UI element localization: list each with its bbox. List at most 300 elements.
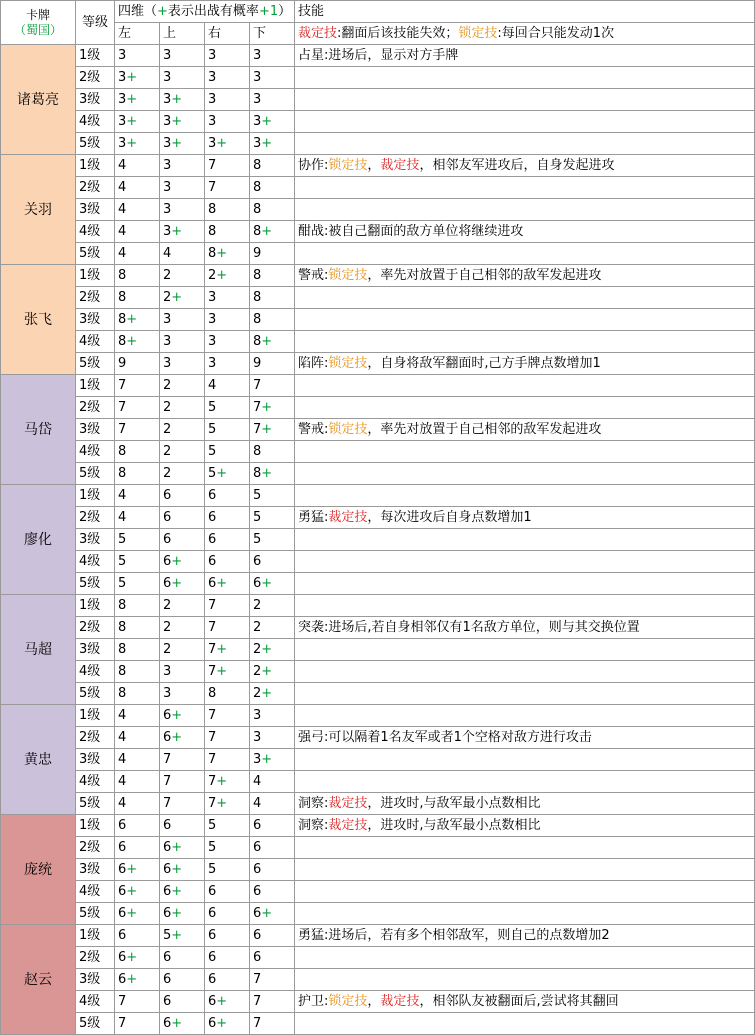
level-cell: 5级 (76, 683, 115, 705)
card-level-row (1, 573, 755, 595)
stat-up: 6 (160, 507, 205, 529)
card-level-row (1, 155, 755, 177)
stat-down: 7+ (250, 419, 295, 441)
stat-right: 5 (205, 419, 250, 441)
card-level-row (1, 925, 755, 947)
stat-down: 8 (250, 265, 295, 287)
stat-right: 8+ (205, 243, 250, 265)
skill-cell (295, 639, 755, 661)
card-level-row (1, 243, 755, 265)
skill-text: ，相邻队友被翻面后,尝试将其翻回 (419, 993, 619, 1009)
header-dir-down: 下 (250, 23, 295, 45)
stat-down: 2+ (250, 683, 295, 705)
card-level-row (1, 815, 755, 837)
skill-cell (295, 331, 755, 353)
probability-plus-mark: + (216, 135, 228, 151)
stat-down: 7 (250, 969, 295, 991)
stat-left: 4 (115, 199, 160, 221)
skill-text: 警戒: (298, 267, 329, 283)
stat-up: 6+ (160, 551, 205, 573)
stat-down: 4 (250, 793, 295, 815)
stat-down: 5 (250, 485, 295, 507)
card-level-row (1, 529, 755, 551)
stat-up: 3+ (160, 221, 205, 243)
skill-cell (295, 155, 755, 177)
level-cell: 2级 (76, 67, 115, 89)
probability-plus-mark: + (261, 465, 273, 481)
header-card-label: 卡牌 (25, 7, 50, 22)
level-cell: 2级 (76, 837, 115, 859)
stat-left: 6 (115, 837, 160, 859)
probability-plus-mark: + (216, 795, 228, 811)
probability-plus-mark: + (216, 993, 228, 1009)
card-level-row (1, 265, 755, 287)
stat-up: 3 (160, 353, 205, 375)
stat-right: 3 (205, 67, 250, 89)
card-level-row (1, 1013, 755, 1035)
level-cell: 4级 (76, 111, 115, 133)
skill-text: 酣战:被自己翻面的敌方单位将继续进攻 (298, 223, 524, 239)
skill-cell (295, 903, 755, 925)
level-cell: 4级 (76, 221, 115, 243)
level-cell: 5级 (76, 133, 115, 155)
stat-right: 7+ (205, 661, 250, 683)
level-cell: 5级 (76, 353, 115, 375)
stat-down: 2+ (250, 639, 295, 661)
level-cell: 1级 (76, 595, 115, 617)
skill-cell (295, 947, 755, 969)
card-level-row (1, 969, 755, 991)
probability-plus-mark: + (171, 289, 183, 305)
skill-cell (295, 529, 755, 551)
probability-plus-mark: + (126, 91, 138, 107)
skill-text: ，率先对放置于自己相邻的敌军发起进攻 (367, 421, 602, 437)
stat-left: 7 (115, 375, 160, 397)
card-name: 关羽 (1, 155, 76, 265)
stat-up: 3 (160, 155, 205, 177)
stat-down: 4 (250, 771, 295, 793)
stat-down: 8 (250, 441, 295, 463)
level-cell: 1级 (76, 705, 115, 727)
stat-right: 3 (205, 89, 250, 111)
stat-left: 7 (115, 991, 160, 1013)
probability-plus-mark: + (126, 861, 138, 877)
skill-text: 强弓:可以隔着1名友军或者1个空格对敌方进行攻击 (298, 729, 592, 745)
skill-text: ，进攻时,与敌军最小点数相比 (367, 817, 541, 833)
header-skill-note (295, 23, 755, 45)
stat-up: 2 (160, 463, 205, 485)
stat-down: 3 (250, 45, 295, 67)
stat-down: 6 (250, 837, 295, 859)
probability-plus-mark: + (261, 905, 273, 921)
skill-cell (295, 595, 755, 617)
probability-plus-mark: + (171, 1015, 183, 1031)
card-name: 张飞 (1, 265, 76, 375)
probability-plus-mark: + (216, 575, 228, 591)
card-level-row (1, 991, 755, 1013)
ruling-skill-tag: 裁定技 (328, 509, 368, 525)
header-stats-title: 四维（+表示出战有概率+1） (115, 1, 295, 23)
stat-up: 2+ (160, 287, 205, 309)
card-level-row (1, 221, 755, 243)
probability-plus-mark: + (261, 421, 273, 437)
stat-up: 6+ (160, 727, 205, 749)
stat-right: 6 (205, 881, 250, 903)
stat-up: 6+ (160, 881, 205, 903)
probability-plus-mark: + (216, 663, 228, 679)
skill-text: ，自身将敌军翻面时,己方手牌点数增加1 (367, 355, 601, 371)
stat-left: 4 (115, 177, 160, 199)
probability-plus-mark: + (171, 113, 183, 129)
level-cell: 2级 (76, 397, 115, 419)
stat-left: 8 (115, 287, 160, 309)
probability-plus-mark: + (261, 685, 273, 701)
level-cell: 5级 (76, 903, 115, 925)
stat-down: 3 (250, 705, 295, 727)
stat-right: 3 (205, 287, 250, 309)
stat-right: 6 (205, 485, 250, 507)
skill-cell (295, 45, 755, 67)
ruling-skill-tag: 裁定技 (328, 817, 368, 833)
stat-down: 8 (250, 155, 295, 177)
stat-right: 7+ (205, 639, 250, 661)
ruling-skill-tag: 裁定技 (380, 157, 420, 173)
stat-down: 5 (250, 529, 295, 551)
stat-right: 6 (205, 947, 250, 969)
stat-up: 6 (160, 991, 205, 1013)
stat-down: 6 (250, 815, 295, 837)
level-cell: 1级 (76, 815, 115, 837)
stat-left: 4 (115, 221, 160, 243)
level-cell: 3级 (76, 89, 115, 111)
stat-down: 3 (250, 727, 295, 749)
locked-skill-tag: 锁定技 (328, 157, 368, 173)
skill-cell (295, 727, 755, 749)
stat-left: 8 (115, 265, 160, 287)
card-level-row (1, 947, 755, 969)
stat-up: 3 (160, 199, 205, 221)
skill-cell (295, 287, 755, 309)
card-level-row (1, 111, 755, 133)
stat-left: 4 (115, 793, 160, 815)
skill-text: :翻面后该技能失效； (337, 25, 459, 41)
card-level-row (1, 353, 755, 375)
card-level-row (1, 485, 755, 507)
card-name: 廖化 (1, 485, 76, 595)
stat-down: 9 (250, 353, 295, 375)
stat-right: 7 (205, 595, 250, 617)
locked-skill-tag: 锁定技 (458, 25, 498, 41)
stat-up: 6+ (160, 573, 205, 595)
card-level-row (1, 507, 755, 529)
stat-right: 6 (205, 903, 250, 925)
card-name: 马超 (1, 595, 76, 705)
stat-left: 6 (115, 925, 160, 947)
stat-down: 6 (250, 859, 295, 881)
stat-up: 6 (160, 529, 205, 551)
stat-right: 3 (205, 331, 250, 353)
header-dir-up: 上 (160, 23, 205, 45)
stat-up: 3 (160, 683, 205, 705)
stat-left: 4 (115, 749, 160, 771)
stat-right: 4 (205, 375, 250, 397)
header-level-label: 等级 (76, 1, 115, 45)
skill-cell (295, 353, 755, 375)
stat-right: 8 (205, 221, 250, 243)
stat-left: 4 (115, 705, 160, 727)
card-level-row (1, 45, 755, 67)
card-level-row (1, 793, 755, 815)
stat-up: 2 (160, 265, 205, 287)
stat-up: 3 (160, 45, 205, 67)
card-level-row (1, 375, 755, 397)
header-dir-left: 左 (115, 23, 160, 45)
skill-cell (295, 463, 755, 485)
stat-right: 6 (205, 529, 250, 551)
card-level-row (1, 903, 755, 925)
stat-right: 5 (205, 837, 250, 859)
probability-plus-mark: + (216, 267, 228, 283)
probability-plus-mark: + (126, 883, 138, 899)
stat-down: 3+ (250, 111, 295, 133)
stat-up: 7 (160, 771, 205, 793)
probability-plus-mark: + (171, 553, 183, 569)
locked-skill-tag: 锁定技 (328, 267, 368, 283)
probability-plus-mark: + (216, 773, 228, 789)
stat-left: 8 (115, 661, 160, 683)
stat-right: 7 (205, 749, 250, 771)
stat-down: 9 (250, 243, 295, 265)
stat-down: 2 (250, 617, 295, 639)
card-name: 庞统 (1, 815, 76, 925)
skill-cell (295, 265, 755, 287)
probability-plus-mark: + (126, 333, 138, 349)
stat-down: 3 (250, 89, 295, 111)
level-cell: 5级 (76, 463, 115, 485)
locked-skill-tag: 锁定技 (328, 421, 368, 437)
skill-text: 洞察: (298, 817, 329, 833)
header-card-cell (1, 1, 76, 45)
skill-text: 突袭:进场后,若自身相邻仅有1名敌方单位，则与其交换位置 (298, 619, 640, 635)
stat-left: 8+ (115, 331, 160, 353)
level-cell: 2级 (76, 727, 115, 749)
probability-plus-mark: + (261, 223, 273, 239)
stat-right: 7 (205, 177, 250, 199)
stat-up: 3 (160, 661, 205, 683)
stat-right: 3 (205, 111, 250, 133)
stat-right: 6+ (205, 573, 250, 595)
stat-left: 7 (115, 397, 160, 419)
probability-plus-mark: + (171, 707, 183, 723)
stat-left: 6+ (115, 903, 160, 925)
stat-right: 6 (205, 969, 250, 991)
skill-text: ， (367, 993, 381, 1009)
stat-down: 8+ (250, 331, 295, 353)
level-cell: 2级 (76, 947, 115, 969)
stat-right: 6 (205, 507, 250, 529)
stat-down: 6 (250, 947, 295, 969)
probability-plus-mark: + (126, 971, 138, 987)
skill-text: 勇猛:进场后，若有多个相邻敌军，则自己的点数增加2 (298, 927, 610, 943)
stat-up: 6+ (160, 903, 205, 925)
stat-right: 6+ (205, 991, 250, 1013)
stat-right: 5+ (205, 463, 250, 485)
skill-cell (295, 309, 755, 331)
probability-plus-mark: + (171, 927, 183, 943)
level-cell: 3级 (76, 749, 115, 771)
level-cell: 4级 (76, 661, 115, 683)
stat-left: 8 (115, 441, 160, 463)
stat-right: 5 (205, 441, 250, 463)
card-level-row (1, 595, 755, 617)
stat-down: 6 (250, 551, 295, 573)
stat-up: 3+ (160, 133, 205, 155)
stat-left: 9 (115, 353, 160, 375)
card-level-row (1, 771, 755, 793)
skill-text: 洞察: (298, 795, 329, 811)
card-level-row (1, 551, 755, 573)
stat-left: 3 (115, 45, 160, 67)
level-cell: 2级 (76, 287, 115, 309)
level-cell: 3级 (76, 199, 115, 221)
skill-cell (295, 573, 755, 595)
stat-right: 3 (205, 45, 250, 67)
stat-down: 2+ (250, 661, 295, 683)
stat-right: 7 (205, 155, 250, 177)
probability-plus-mark: + (261, 641, 273, 657)
skill-cell (295, 133, 755, 155)
level-cell: 3级 (76, 859, 115, 881)
stat-up: 3+ (160, 111, 205, 133)
probability-plus-mark: + (171, 135, 183, 151)
stat-left: 8 (115, 639, 160, 661)
card-level-row (1, 133, 755, 155)
probability-plus-mark: + (171, 223, 183, 239)
stat-right: 3+ (205, 133, 250, 155)
level-cell: 4级 (76, 441, 115, 463)
stat-left: 6+ (115, 969, 160, 991)
stat-up: 6+ (160, 1013, 205, 1035)
skill-cell (295, 199, 755, 221)
probability-plus-mark: + (126, 69, 138, 85)
card-level-row (1, 199, 755, 221)
skill-cell (295, 89, 755, 111)
level-cell: 5级 (76, 793, 115, 815)
card-level-row (1, 837, 755, 859)
stat-up: 6 (160, 815, 205, 837)
probability-plus-mark: + (216, 465, 228, 481)
skill-text: 勇猛: (298, 509, 329, 525)
probability-plus-mark: + (126, 905, 138, 921)
probability-plus-mark: + (171, 839, 183, 855)
stat-left: 4 (115, 507, 160, 529)
stat-up: 4 (160, 243, 205, 265)
probability-plus-mark: + (171, 91, 183, 107)
stat-down: 5 (250, 507, 295, 529)
stat-right: 7 (205, 705, 250, 727)
stat-left: 4 (115, 243, 160, 265)
probability-plus-mark: + (126, 311, 138, 327)
stat-right: 7 (205, 727, 250, 749)
level-cell: 1级 (76, 925, 115, 947)
skill-cell (295, 67, 755, 89)
skill-text: 护卫: (298, 993, 329, 1009)
header-faction-label: （蜀国） (13, 22, 62, 37)
skill-cell (295, 551, 755, 573)
skill-text: ，每次进攻后自身点数增加1 (367, 509, 532, 525)
skill-text: ， (367, 157, 381, 173)
skill-cell (295, 397, 755, 419)
stat-up: 2 (160, 441, 205, 463)
stat-left: 5 (115, 551, 160, 573)
stat-right: 3 (205, 309, 250, 331)
skill-text: 协作: (298, 157, 329, 173)
card-level-row (1, 441, 755, 463)
skill-cell (295, 661, 755, 683)
stat-left: 6 (115, 815, 160, 837)
stat-down: 3+ (250, 749, 295, 771)
skill-cell (295, 1013, 755, 1035)
skill-cell (295, 221, 755, 243)
probability-plus-mark: + (171, 575, 183, 591)
card-level-row (1, 397, 755, 419)
card-level-row (1, 683, 755, 705)
stat-left: 4 (115, 727, 160, 749)
stat-up: 3 (160, 177, 205, 199)
skill-cell (295, 683, 755, 705)
probability-plus-mark: + (216, 245, 228, 261)
stat-up: 7 (160, 749, 205, 771)
skill-cell (295, 243, 755, 265)
card-level-row (1, 463, 755, 485)
stat-right: 5 (205, 815, 250, 837)
probability-plus-mark: + (126, 113, 138, 129)
skill-cell (295, 111, 755, 133)
stat-down: 6+ (250, 573, 295, 595)
stat-up: 6 (160, 485, 205, 507)
card-level-row (1, 727, 755, 749)
level-cell: 3级 (76, 529, 115, 551)
stat-up: 2 (160, 397, 205, 419)
stat-left: 3+ (115, 89, 160, 111)
skill-cell (295, 969, 755, 991)
skill-text: ，率先对放置于自己相邻的敌军发起进攻 (367, 267, 602, 283)
level-cell: 1级 (76, 485, 115, 507)
level-cell: 2级 (76, 177, 115, 199)
level-cell: 5级 (76, 243, 115, 265)
stat-left: 8+ (115, 309, 160, 331)
stat-right: 3 (205, 353, 250, 375)
card-level-row (1, 419, 755, 441)
stat-left: 8 (115, 595, 160, 617)
stat-down: 8+ (250, 463, 295, 485)
stat-left: 3+ (115, 67, 160, 89)
ruling-skill-tag: 裁定技 (328, 795, 368, 811)
stat-down: 7 (250, 991, 295, 1013)
skill-cell (295, 815, 755, 837)
probability-plus-mark: + (261, 333, 273, 349)
stat-left: 7 (115, 419, 160, 441)
stat-left: 5 (115, 529, 160, 551)
stat-down: 6 (250, 881, 295, 903)
stat-right: 5 (205, 397, 250, 419)
probability-plus-mark: + (126, 949, 138, 965)
level-cell: 3级 (76, 639, 115, 661)
stat-up: 2 (160, 595, 205, 617)
stat-up: 6+ (160, 705, 205, 727)
level-cell: 1级 (76, 45, 115, 67)
stat-down: 7+ (250, 397, 295, 419)
